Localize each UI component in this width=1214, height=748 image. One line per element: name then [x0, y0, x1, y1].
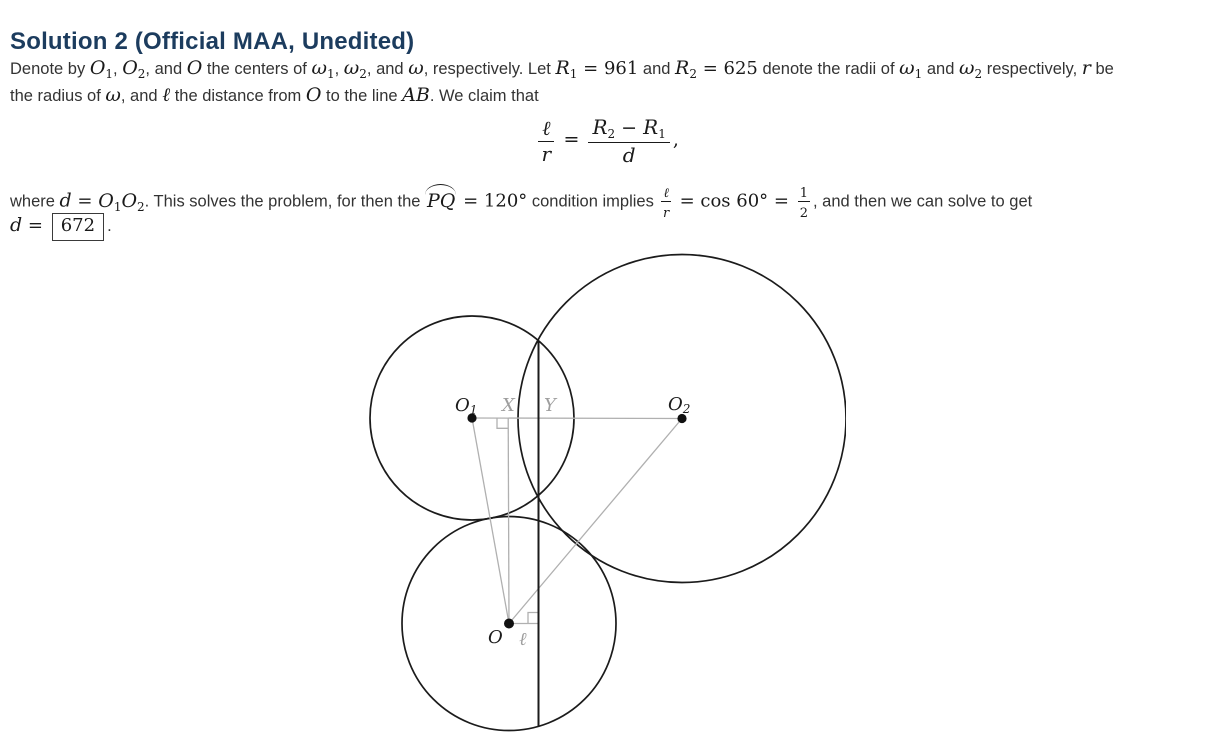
- text-segment: and: [922, 60, 959, 78]
- text-segment: d: [622, 143, 636, 168]
- text-segment: respectively,: [982, 60, 1082, 78]
- text-segment: $\omega_1$: [899, 57, 923, 81]
- text-segment: d: [10, 214, 23, 236]
- text-segment: = 120°: [457, 190, 528, 212]
- text-segment: ,: [334, 60, 344, 78]
- label-ell: ℓ: [519, 629, 527, 650]
- boxed-answer: 672: [52, 213, 104, 241]
- subscript: 2: [689, 67, 697, 81]
- text-segment: r: [541, 141, 552, 166]
- text-segment: where: [10, 192, 60, 211]
- label-o: O: [488, 627, 503, 648]
- text-segment: the radius of: [10, 87, 106, 105]
- text-segment: ω: [105, 84, 121, 106]
- text-segment: $O_2$: [122, 57, 146, 81]
- fraction-numerator: [661, 183, 670, 202]
- subscript: 2: [607, 127, 616, 141]
- text-segment: =: [557, 128, 586, 151]
- geometry-diagram: [368, 250, 846, 736]
- subscript: 2: [137, 199, 145, 214]
- text-segment: Denote by: [10, 60, 90, 78]
- line-x-o-perpendicular: [508, 418, 509, 624]
- fraction: [661, 183, 670, 222]
- label-y: Y: [544, 395, 556, 416]
- line-o2-o: [509, 419, 682, 624]
- subscript: 1: [569, 67, 578, 81]
- arc-over-pq: PQ: [427, 189, 456, 212]
- text-segment: condition implies: [527, 192, 659, 211]
- paragraph2-line2: [10, 213, 112, 241]
- text-segment: $R_2$: [675, 57, 697, 81]
- text-segment: ω: [408, 57, 424, 79]
- page-title: Solution 2 (Official MAA, Unedited): [10, 27, 415, 55]
- line-o1-o2: [472, 418, 682, 419]
- subscript: 1: [326, 67, 335, 81]
- fraction-numerator: [588, 116, 669, 143]
- text-segment: $R_1$: [643, 115, 666, 141]
- text-segment: =: [71, 190, 99, 212]
- text-segment: r: [663, 206, 670, 222]
- text-segment: and: [638, 60, 676, 78]
- subscript: 2: [359, 67, 367, 81]
- fraction-denominator: [538, 142, 554, 166]
- text-segment: ,: [672, 128, 679, 151]
- displayed-equation: [0, 116, 1214, 167]
- fraction-denominator: [661, 202, 670, 221]
- text-segment: 1: [799, 186, 808, 201]
- text-segment: = 961: [577, 58, 639, 79]
- fraction-denominator: [588, 143, 669, 167]
- text-segment: ℓ: [542, 116, 551, 141]
- fraction-numerator: [538, 117, 554, 142]
- fraction: [798, 183, 810, 222]
- text-segment: , respectively. Let: [423, 60, 556, 78]
- right-angle-mark-ell: [528, 613, 539, 624]
- text-segment: $O_1$: [98, 189, 122, 214]
- text-segment: to the line: [321, 87, 403, 105]
- fraction: [538, 117, 554, 165]
- paragraph2-line1: [10, 183, 1032, 222]
- right-angle-mark-x: [497, 418, 508, 428]
- text-segment: $R_2$: [592, 115, 616, 141]
- label-x: X: [502, 395, 515, 416]
- text-segment: −: [615, 117, 644, 139]
- text-segment: AB: [402, 84, 430, 106]
- text-segment: the distance from: [170, 87, 306, 105]
- text-segment: , and: [366, 60, 409, 78]
- subscript: 1: [914, 67, 923, 81]
- text-segment: , and then we can solve to get: [812, 192, 1033, 211]
- subscript: 2: [974, 67, 983, 81]
- text-segment: the centers of: [202, 60, 312, 78]
- text-segment: . We claim that: [429, 87, 539, 105]
- text-segment: $\omega_2$: [958, 57, 983, 81]
- paragraph1-line1: [10, 57, 1114, 81]
- paragraph1-line2: [10, 84, 539, 107]
- text-segment: denote the radii of: [757, 60, 900, 78]
- text-segment: O: [305, 84, 322, 106]
- subscript: 1: [113, 199, 122, 214]
- text-segment: O: [186, 57, 203, 79]
- fraction: [588, 116, 669, 167]
- text-segment: d: [59, 189, 72, 212]
- dot-o: [504, 619, 514, 629]
- label-o2: O2: [668, 394, 691, 416]
- text-segment: $O_2$: [121, 189, 145, 214]
- text-segment: ℓ: [663, 186, 669, 201]
- text-segment: .: [107, 217, 112, 235]
- subscript: 2: [137, 67, 146, 81]
- text-segment: $\omega_2$: [343, 57, 367, 81]
- subscript: 1: [658, 127, 666, 141]
- text-segment: . This solves the problem, for then the: [144, 192, 426, 211]
- text-segment: 2: [799, 206, 808, 222]
- text-segment: be: [1090, 60, 1114, 78]
- text-segment: , and: [120, 87, 163, 105]
- text-segment: = 625: [696, 58, 758, 79]
- label-o1: O1: [455, 395, 478, 417]
- text-segment: = cos 60° =: [673, 190, 795, 212]
- text-segment: =: [22, 215, 49, 236]
- text-segment: ,: [113, 60, 123, 78]
- subscript: 1: [105, 67, 114, 81]
- text-segment: r: [1081, 57, 1091, 79]
- text-segment: $\omega_1$: [311, 57, 335, 81]
- fraction-numerator: [798, 183, 810, 202]
- text-segment: ℓ: [162, 84, 171, 106]
- fraction-denominator: [798, 202, 810, 221]
- text-segment: $O_1$: [89, 57, 114, 81]
- text-segment: $R_1$: [555, 57, 578, 81]
- text-segment: , and: [145, 60, 187, 78]
